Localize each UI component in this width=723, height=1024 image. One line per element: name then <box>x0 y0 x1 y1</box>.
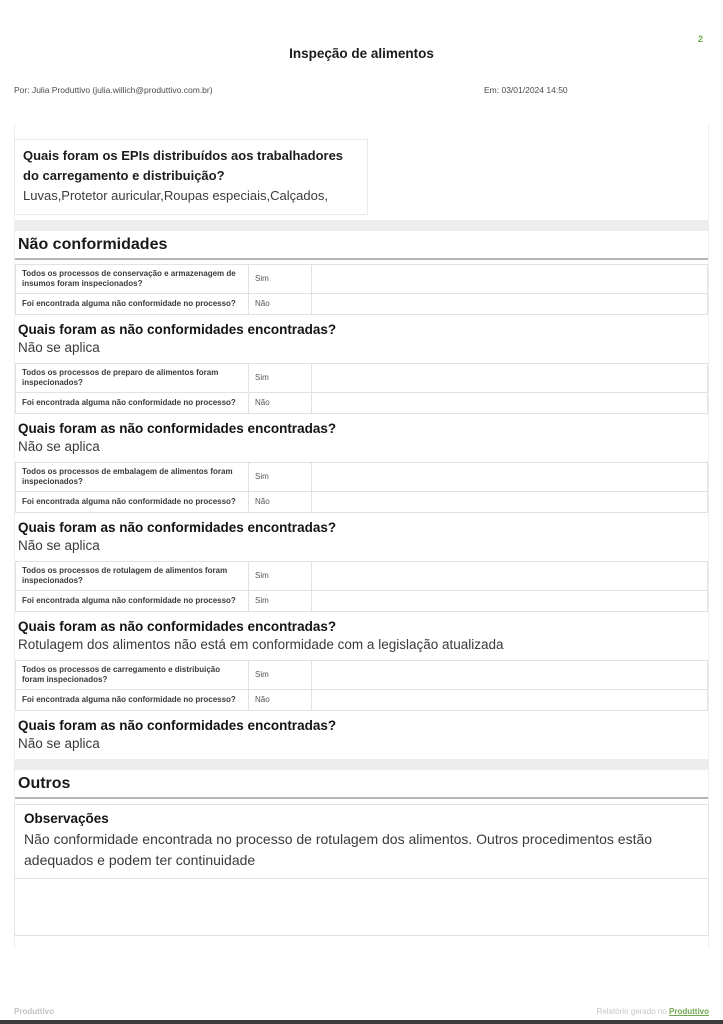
empty-cell <box>312 393 708 414</box>
empty-cell <box>312 294 708 315</box>
answer-cell: Sim <box>249 562 312 591</box>
question-cell: Foi encontrada alguma não conformidade no processo? <box>16 492 249 513</box>
section-header-non-conformities: Não conformidades <box>15 231 708 260</box>
answer-cell: Sim <box>249 661 312 690</box>
epi-answer-text: Luvas,Protetor auricular,Roupas especiais,Calçados, <box>23 188 328 203</box>
question-cell: Todos os processos de carregamento e distribuição foram inspecionados? <box>16 661 249 690</box>
section-separator <box>14 220 709 231</box>
page-bottom-edge <box>0 1020 723 1024</box>
observations-box <box>14 804 709 879</box>
answer-cell: Não <box>249 492 312 513</box>
empty-notes-box <box>14 879 709 936</box>
question-cell: Todos os processos de rotulagem de alimentos foram inspecionados? <box>16 562 249 591</box>
report-body <box>14 123 709 949</box>
answer-cell: Não <box>249 294 312 315</box>
empty-cell <box>312 492 708 513</box>
epi-question-box <box>14 139 368 215</box>
table-row <box>16 265 708 294</box>
empty-cell <box>312 265 708 294</box>
answer-cell: Sim <box>249 591 312 612</box>
table-row <box>16 463 708 492</box>
followup-answer: Não se aplica <box>18 340 100 355</box>
empty-cell <box>312 562 708 591</box>
followup-question: Quais foram as não conformidades encontradas? <box>18 718 337 733</box>
table-row <box>16 562 708 591</box>
table-row <box>16 591 708 612</box>
footer-generated-text <box>597 1007 710 1016</box>
observations-title: Observações <box>24 811 109 826</box>
inspection-table <box>15 462 708 513</box>
footer-brand: Produttivo <box>14 1007 54 1016</box>
page-title: Inspeção de alimentos <box>289 46 434 61</box>
page-footer <box>14 1007 709 1016</box>
footer-generated-prefix: Relatório gerado no <box>596 1007 669 1016</box>
followup-question: Quais foram as não conformidades encontradas? <box>18 619 337 634</box>
table-row <box>16 393 708 414</box>
author-line: Por: Julia Produttivo (julia.willich@produttivo.com.br) <box>14 85 213 95</box>
inspection-table <box>15 660 708 711</box>
empty-cell <box>312 463 708 492</box>
section-separator <box>14 759 709 770</box>
table-row <box>16 492 708 513</box>
footer-produttivo-link[interactable]: Produttivo <box>669 1007 709 1016</box>
followup-answer: Rotulagem dos alimentos não está em conformidade com a legislação atualizada <box>18 637 504 652</box>
question-cell: Todos os processos de conservação e armazenagem de insumos foram inspecionados? <box>16 265 249 294</box>
inspection-table <box>15 561 708 612</box>
answer-cell: Não <box>249 393 312 414</box>
epi-question-text: Quais foram os EPIs distribuídos aos trabalhadores do carregamento e distribuição? <box>23 148 344 183</box>
question-cell: Foi encontrada alguma não conformidade no processo? <box>16 294 249 315</box>
page-number: 2 <box>697 34 703 44</box>
followup-question: Quais foram as não conformidades encontradas? <box>18 421 337 436</box>
inspection-table <box>15 264 708 315</box>
followup-answer: Não se aplica <box>18 439 100 454</box>
datetime-line: Em: 03/01/2024 14:50 <box>484 85 568 95</box>
question-cell: Foi encontrada alguma não conformidade no processo? <box>16 690 249 711</box>
answer-cell: Não <box>249 690 312 711</box>
section-header-others: Outros <box>15 770 708 799</box>
answer-cell: Sim <box>249 265 312 294</box>
followup-question: Quais foram as não conformidades encontradas? <box>18 520 337 535</box>
question-cell: Todos os processos de embalagem de alimentos foram inspecionados? <box>16 463 249 492</box>
question-cell: Foi encontrada alguma não conformidade no processo? <box>16 393 249 414</box>
empty-cell <box>312 364 708 393</box>
question-cell: Todos os processos de preparo de alimentos foram inspecionados? <box>16 364 249 393</box>
followup-answer: Não se aplica <box>18 736 100 751</box>
observations-text: Não conformidade encontrada no processo de rotulagem dos alimentos. Outros procedimentos estão adequados e podem ter continuidade <box>24 831 653 868</box>
answer-cell: Sim <box>249 364 312 393</box>
meta-row <box>0 85 723 97</box>
table-row <box>16 364 708 393</box>
followup-answer: Não se aplica <box>18 538 100 553</box>
table-row <box>16 294 708 315</box>
question-cell: Foi encontrada alguma não conformidade no processo? <box>16 591 249 612</box>
inspection-table <box>15 363 708 414</box>
empty-cell <box>312 690 708 711</box>
table-row <box>16 661 708 690</box>
answer-cell: Sim <box>249 463 312 492</box>
table-row <box>16 690 708 711</box>
empty-cell <box>312 661 708 690</box>
empty-cell <box>312 591 708 612</box>
followup-question: Quais foram as não conformidades encontradas? <box>18 322 337 337</box>
